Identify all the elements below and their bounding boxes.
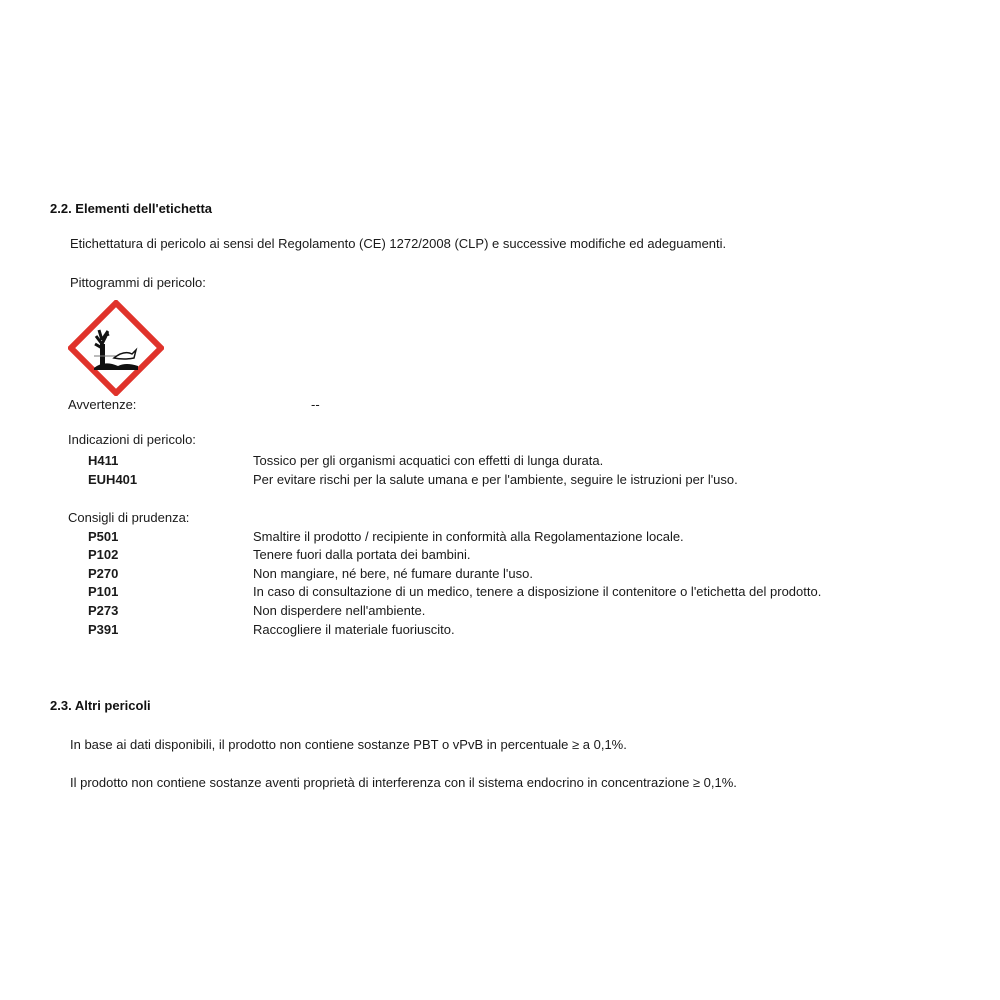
precaution-code: P391 <box>88 622 119 637</box>
hazard-code: EUH401 <box>88 472 138 487</box>
precaution-code: P101 <box>88 584 119 599</box>
precaution-text: In caso di consultazione di un medico, tenere a disposizione il contenitore o l'etichetta del prodotto. <box>253 584 822 599</box>
precaution-text: Non disperdere nell'ambiente. <box>253 603 426 618</box>
hazard-text: Tossico per gli organismi acquatici con effetti di lunga durata. <box>253 453 604 468</box>
other-hazards-line-2: Il prodotto non contiene sostanze aventi proprietà di interferenza con il sistema endocrino in concentrazione ≥ 0,1%. <box>70 775 737 790</box>
precaution-code: P273 <box>88 603 119 618</box>
signal-word-value: -- <box>311 397 320 412</box>
precaution-text: Tenere fuori dalla portata dei bambini. <box>253 547 471 562</box>
precaution-code: P102 <box>88 547 119 562</box>
hazard-statements-label: Indicazioni di pericolo: <box>68 432 196 447</box>
hazard-text: Per evitare rischi per la salute umana e per l'ambiente, seguire le istruzioni per l'uso. <box>253 472 738 487</box>
precaution-text: Raccogliere il materiale fuoriuscito. <box>253 622 455 637</box>
precaution-code: P501 <box>88 529 119 544</box>
pictograms-label: Pittogrammi di pericolo: <box>70 275 206 290</box>
precaution-text: Non mangiare, né bere, né fumare durante l'uso. <box>253 566 533 581</box>
environment-hazard-icon <box>68 300 164 396</box>
signal-word-label: Avvertenze: <box>68 397 137 412</box>
other-hazards-line-1: In base ai dati disponibili, il prodotto non contiene sostanze PBT o vPvB in percentuale ≥ a 0,1%. <box>70 737 627 752</box>
intro-text: Etichettatura di pericolo ai sensi del Regolamento (CE) 1272/2008 (CLP) e successive modifiche ed adeguamenti. <box>70 236 727 251</box>
section-heading-2-3: 2.3. Altri pericoli <box>50 698 151 713</box>
section-heading-2-2: 2.2. Elementi dell'etichetta <box>50 201 213 216</box>
precautionary-statements-label: Consigli di prudenza: <box>68 510 190 525</box>
precaution-code: P270 <box>88 566 119 581</box>
precaution-text: Smaltire il prodotto / recipiente in conformità alla Regolamentazione locale. <box>253 529 684 544</box>
hazard-code: H411 <box>88 453 119 468</box>
